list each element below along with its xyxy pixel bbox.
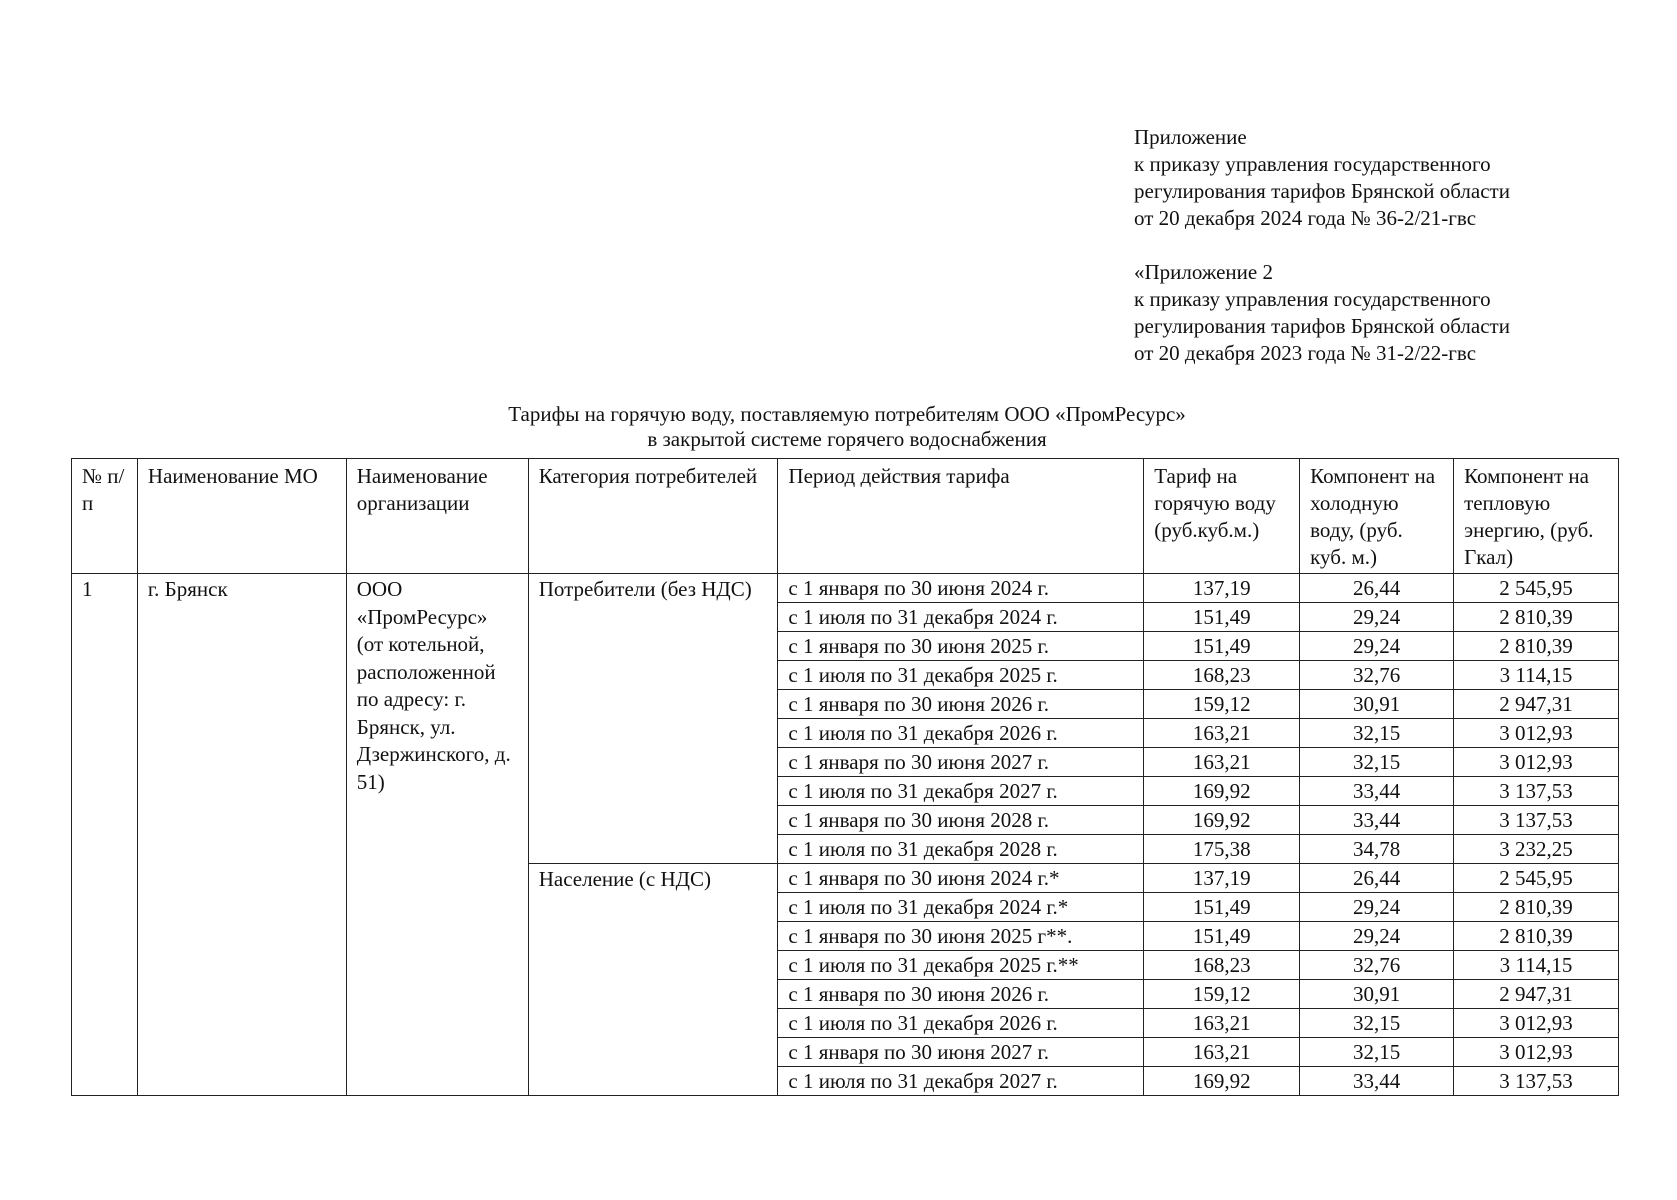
cell-heat-component: 3 012,93 [1454, 1009, 1619, 1038]
cell-heat-component: 3 012,93 [1454, 1038, 1619, 1067]
cell-heat-component: 3 012,93 [1454, 719, 1619, 748]
header-tariff: Тариф на горячую воду (руб.куб.м.) [1144, 459, 1300, 574]
cell-heat-component: 2 810,39 [1454, 922, 1619, 951]
header-heat: Компонент на тепловую энергию, (руб. Гкал) [1454, 459, 1619, 574]
title-line-1: Тарифы на горячую воду, поставляемую потребителям ООО «ПромРесурс» [508, 402, 1186, 426]
cell-tariff: 163,21 [1144, 1038, 1300, 1067]
appendix-line: от 20 декабря 2023 года № 31-2/22-гвс [1134, 341, 1477, 365]
cell-heat-component: 3 137,53 [1454, 806, 1619, 835]
cell-period: с 1 июля по 31 декабря 2028 г. [778, 835, 1144, 864]
header-category: Категория потребителей [528, 459, 778, 574]
cell-period: с 1 июля по 31 декабря 2025 г. [778, 661, 1144, 690]
cell-tariff: 168,23 [1144, 951, 1300, 980]
cell-category: Население (с НДС) [528, 864, 778, 1096]
cell-cold-component: 26,44 [1300, 864, 1454, 893]
cell-cold-component: 32,76 [1300, 661, 1454, 690]
table-body [72, 574, 1619, 1096]
cell-period: с 1 января по 30 июня 2027 г. [778, 1038, 1144, 1067]
cell-period: с 1 июля по 31 декабря 2027 г. [778, 1067, 1144, 1096]
cell-period: с 1 января по 30 июня 2027 г. [778, 748, 1144, 777]
appendix-line: к приказу управления государственного [1134, 152, 1491, 176]
header-period: Период действия тарифа [778, 459, 1144, 574]
cell-mo: г. Брянск [137, 574, 346, 1096]
table-row [72, 574, 1619, 603]
cell-heat-component: 2 545,95 [1454, 574, 1619, 603]
cell-heat-component: 2 810,39 [1454, 632, 1619, 661]
table-header-row [72, 459, 1619, 574]
cell-cold-component: 32,15 [1300, 1009, 1454, 1038]
cell-cold-component: 29,24 [1300, 603, 1454, 632]
cell-cold-component: 33,44 [1300, 806, 1454, 835]
cell-tariff: 169,92 [1144, 1067, 1300, 1096]
cell-cold-component: 26,44 [1300, 574, 1454, 603]
appendix-line: Приложение [1134, 125, 1247, 149]
appendix-spacer [1134, 232, 1510, 259]
cell-tariff: 168,23 [1144, 661, 1300, 690]
cell-heat-component: 2 545,95 [1454, 864, 1619, 893]
header-org: Наименование организации [346, 459, 528, 574]
appendix-line: «Приложение 2 [1134, 260, 1273, 284]
cell-period: с 1 июля по 31 декабря 2024 г. [778, 603, 1144, 632]
cell-tariff: 159,12 [1144, 690, 1300, 719]
cell-period: с 1 января по 30 июня 2025 г**. [778, 922, 1144, 951]
header-no: № п/п [72, 459, 138, 574]
cell-cold-component: 33,44 [1300, 1067, 1454, 1096]
appendix-line: регулирования тарифов Брянской области [1134, 179, 1510, 203]
cell-period: с 1 июля по 31 декабря 2027 г. [778, 777, 1144, 806]
cell-heat-component: 3 232,25 [1454, 835, 1619, 864]
cell-heat-component: 2 810,39 [1454, 893, 1619, 922]
cell-cold-component: 30,91 [1300, 980, 1454, 1009]
header-cold: Компонент на холодную воду, (руб. куб. м.) [1300, 459, 1454, 574]
cell-cold-component: 32,76 [1300, 951, 1454, 980]
cell-period: с 1 июля по 31 декабря 2025 г.** [778, 951, 1144, 980]
cell-cold-component: 34,78 [1300, 835, 1454, 864]
title-line-2: в закрытой системе горячего водоснабжения [647, 427, 1047, 451]
cell-tariff: 169,92 [1144, 777, 1300, 806]
cell-cold-component: 32,15 [1300, 748, 1454, 777]
document-title [72, 402, 1622, 452]
appendix-line: от 20 декабря 2024 года № 36-2/21-гвс [1134, 206, 1477, 230]
cell-period: с 1 июля по 31 декабря 2026 г. [778, 1009, 1144, 1038]
cell-tariff: 137,19 [1144, 864, 1300, 893]
cell-heat-component: 3 114,15 [1454, 951, 1619, 980]
cell-tariff: 175,38 [1144, 835, 1300, 864]
cell-period: с 1 января по 30 июня 2024 г. [778, 574, 1144, 603]
cell-heat-component: 3 137,53 [1454, 1067, 1619, 1096]
cell-tariff: 151,49 [1144, 922, 1300, 951]
cell-period: с 1 июля по 31 декабря 2024 г.* [778, 893, 1144, 922]
cell-tariff: 151,49 [1144, 632, 1300, 661]
cell-tariff: 163,21 [1144, 748, 1300, 777]
cell-period: с 1 января по 30 июня 2025 г. [778, 632, 1144, 661]
appendix-line: регулирования тарифов Брянской области [1134, 314, 1510, 338]
cell-tariff: 151,49 [1144, 893, 1300, 922]
cell-tariff: 163,21 [1144, 1009, 1300, 1038]
cell-cold-component: 32,15 [1300, 719, 1454, 748]
cell-category: Потребители (без НДС) [528, 574, 778, 864]
cell-no: 1 [72, 574, 138, 1096]
header-mo: Наименование МО [137, 459, 346, 574]
cell-period: с 1 января по 30 июня 2026 г. [778, 690, 1144, 719]
cell-cold-component: 29,24 [1300, 893, 1454, 922]
cell-tariff: 151,49 [1144, 603, 1300, 632]
cell-cold-component: 33,44 [1300, 777, 1454, 806]
cell-heat-component: 3 137,53 [1454, 777, 1619, 806]
cell-cold-component: 30,91 [1300, 690, 1454, 719]
tariff-table [71, 458, 1619, 1096]
cell-heat-component: 2 810,39 [1454, 603, 1619, 632]
cell-tariff: 137,19 [1144, 574, 1300, 603]
cell-cold-component: 32,15 [1300, 1038, 1454, 1067]
cell-organization: ООО «ПромРесурс» (от котельной, расположенной по адресу: г. Брянск, ул. Дзержинского, д. 51) [346, 574, 528, 1096]
appendix-header [1134, 124, 1510, 367]
cell-cold-component: 29,24 [1300, 632, 1454, 661]
cell-cold-component: 29,24 [1300, 922, 1454, 951]
cell-tariff: 159,12 [1144, 980, 1300, 1009]
cell-period: с 1 июля по 31 декабря 2026 г. [778, 719, 1144, 748]
cell-period: с 1 января по 30 июня 2024 г.* [778, 864, 1144, 893]
cell-period: с 1 января по 30 июня 2026 г. [778, 980, 1144, 1009]
cell-tariff: 163,21 [1144, 719, 1300, 748]
cell-heat-component: 2 947,31 [1454, 980, 1619, 1009]
cell-period: с 1 января по 30 июня 2028 г. [778, 806, 1144, 835]
appendix-line: к приказу управления государственного [1134, 287, 1491, 311]
cell-heat-component: 3 012,93 [1454, 748, 1619, 777]
cell-tariff: 169,92 [1144, 806, 1300, 835]
cell-heat-component: 3 114,15 [1454, 661, 1619, 690]
cell-heat-component: 2 947,31 [1454, 690, 1619, 719]
